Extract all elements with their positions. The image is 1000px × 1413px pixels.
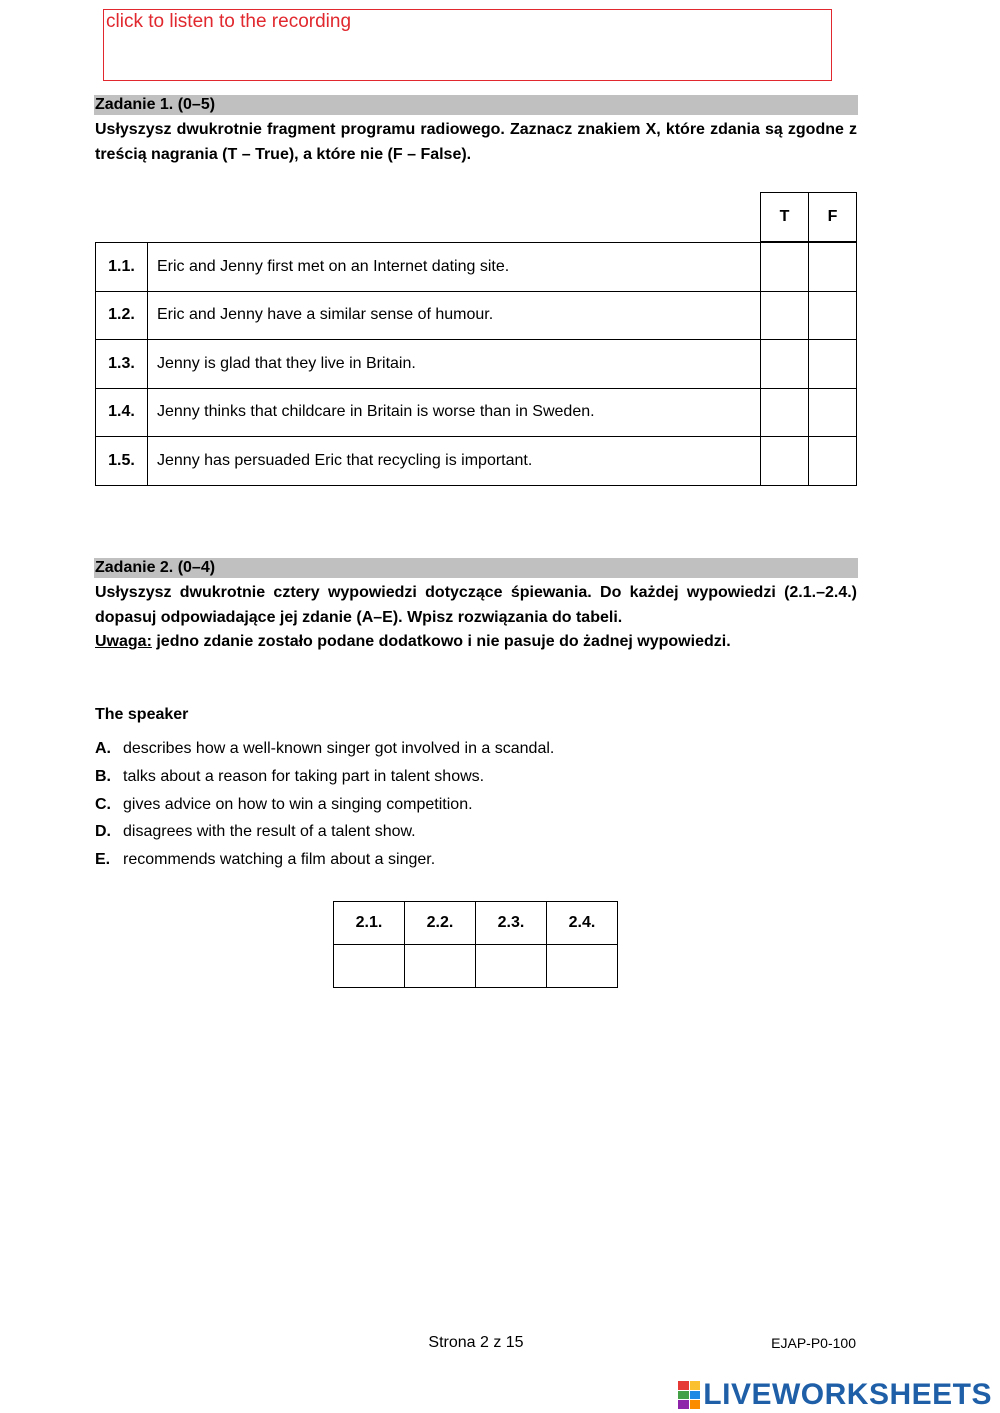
list-item bbox=[95, 796, 473, 814]
task2-note-label: Uwaga: bbox=[95, 633, 152, 650]
task2-header: Zadanie 2. (0–4) bbox=[94, 558, 858, 578]
true-false-table bbox=[95, 242, 857, 486]
table-row bbox=[96, 291, 857, 340]
col-true-header: T bbox=[761, 193, 809, 242]
option-letter: C. bbox=[95, 796, 111, 813]
col-false-header: F bbox=[809, 193, 857, 242]
table-row bbox=[96, 437, 857, 486]
logo-square bbox=[690, 1381, 701, 1390]
answer-input-2-2[interactable] bbox=[405, 945, 476, 988]
row-statement: Jenny is glad that they live in Britain. bbox=[148, 340, 761, 389]
answer-input-2-4[interactable] bbox=[547, 945, 618, 988]
tf-header-table bbox=[760, 192, 857, 242]
row-number: 1.2. bbox=[96, 291, 148, 340]
logo-square bbox=[690, 1391, 701, 1400]
option-letter: A. bbox=[95, 740, 111, 757]
option-text: recommends watching a film about a singer. bbox=[123, 851, 436, 868]
task1-instruction: Usłyszysz dwukrotnie fragment programu radiowego. Zaznacz znakiem X, które zdania są zgodne z treścią nagrania (T – True), a które nie (F – False). bbox=[95, 121, 857, 163]
list-title: The speaker bbox=[95, 706, 189, 723]
logo-square bbox=[690, 1400, 701, 1409]
liveworksheets-brand bbox=[678, 1378, 992, 1412]
option-text: talks about a reason for taking part in talent shows. bbox=[123, 768, 485, 785]
task1-header: Zadanie 1. (0–5) bbox=[94, 95, 858, 115]
true-checkbox-5[interactable] bbox=[761, 437, 809, 486]
answer-header: 2.4. bbox=[547, 902, 618, 945]
task2-instruction-block bbox=[95, 581, 857, 655]
false-checkbox-2[interactable] bbox=[809, 291, 857, 340]
false-checkbox-5[interactable] bbox=[809, 437, 857, 486]
answer-header: 2.1. bbox=[334, 902, 405, 945]
brand-name: LIVEWORKSHEETS bbox=[703, 1378, 992, 1411]
row-number: 1.1. bbox=[96, 243, 148, 292]
task2-note-text: jedno zdanie zostało podane dodatkowo i nie pasuje do żadnej wypowiedzi. bbox=[151, 633, 731, 650]
option-text: describes how a well-known singer got involved in a scandal. bbox=[123, 740, 555, 757]
answer-header: 2.3. bbox=[476, 902, 547, 945]
row-statement: Jenny thinks that childcare in Britain is worse than in Sweden. bbox=[148, 388, 761, 437]
liveworksheets-logo-icon bbox=[678, 1381, 700, 1409]
option-letter: B. bbox=[95, 768, 111, 785]
true-checkbox-2[interactable] bbox=[761, 291, 809, 340]
row-number: 1.3. bbox=[96, 340, 148, 389]
option-letter: E. bbox=[95, 851, 111, 868]
false-checkbox-1[interactable] bbox=[809, 243, 857, 292]
logo-square bbox=[678, 1381, 689, 1390]
list-item bbox=[95, 823, 416, 841]
row-statement: Eric and Jenny have a similar sense of humour. bbox=[148, 291, 761, 340]
audio-link-text[interactable]: click to listen to the recording bbox=[106, 11, 352, 32]
list-item bbox=[95, 740, 554, 758]
row-statement: Eric and Jenny first met on an Internet dating site. bbox=[148, 243, 761, 292]
list-item bbox=[95, 851, 435, 869]
answer-table bbox=[333, 901, 618, 988]
false-checkbox-3[interactable] bbox=[809, 340, 857, 389]
table-row bbox=[96, 340, 857, 389]
option-text: gives advice on how to win a singing competition. bbox=[123, 796, 473, 813]
logo-square bbox=[678, 1391, 689, 1400]
true-checkbox-4[interactable] bbox=[761, 388, 809, 437]
option-text: disagrees with the result of a talent show. bbox=[123, 823, 416, 840]
answer-header: 2.2. bbox=[405, 902, 476, 945]
row-number: 1.4. bbox=[96, 388, 148, 437]
logo-square bbox=[678, 1400, 689, 1409]
answer-input-2-3[interactable] bbox=[476, 945, 547, 988]
option-letter: D. bbox=[95, 823, 111, 840]
true-checkbox-1[interactable] bbox=[761, 243, 809, 292]
true-checkbox-3[interactable] bbox=[761, 340, 809, 389]
table-row bbox=[96, 388, 857, 437]
false-checkbox-4[interactable] bbox=[809, 388, 857, 437]
list-item bbox=[95, 768, 484, 786]
audio-player-box[interactable] bbox=[103, 9, 832, 81]
row-number: 1.5. bbox=[96, 437, 148, 486]
table-row bbox=[96, 243, 857, 292]
answer-input-2-1[interactable] bbox=[334, 945, 405, 988]
page-number: Strona 2 z 15 bbox=[428, 1334, 524, 1351]
document-code: EJAP-P0-100 bbox=[771, 1335, 856, 1351]
row-statement: Jenny has persuaded Eric that recycling is important. bbox=[148, 437, 761, 486]
task2-instruction: Usłyszysz dwukrotnie cztery wypowiedzi dotyczące śpiewania. Do każdej wypowiedzi (2.1.–2.4.) dopasuj odpowiadające jej zdanie (A–E). Wpisz rozwiązania do tabeli. bbox=[95, 584, 857, 626]
